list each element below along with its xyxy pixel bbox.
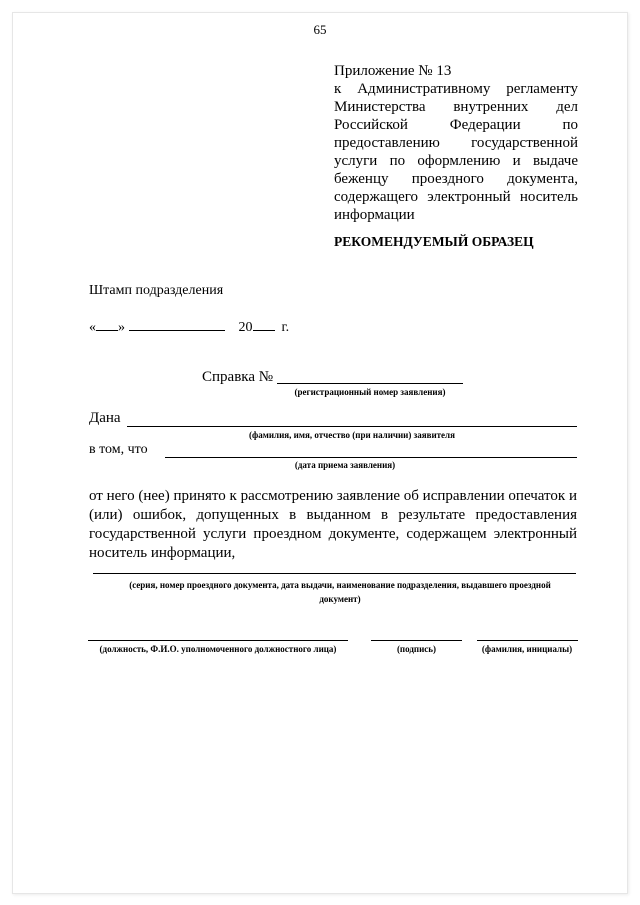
date-line	[89, 318, 289, 336]
official-position-field[interactable]	[88, 640, 348, 641]
certificate-body-text: от него (нее) принято к рассмотрению заявление об исправлении опечаток и (или) ошибок, допущенных в выданном в результате предоставления государственной услуги проездном документе, содержащем электронный носитель информации,	[89, 488, 577, 561]
page-number: 65	[313, 22, 327, 37]
appendix-description: к Административному регламенту Министерства внутренних дел Российской Федерации по предоставлению государственной услуги по оформлению и выдаче беженцу проездного документа, содержащего электронный носитель информации	[334, 81, 578, 223]
official-position-caption: (должность, Ф.И.О. уполномоченного должностного лица)	[99, 644, 337, 654]
application-date-caption: (дата приема заявления)	[294, 460, 396, 470]
certificate-label: Справка №	[202, 369, 274, 385]
recommended-sample-label: РЕКОМЕНДУЕМЫЙ ОБРАЗЕЦ	[334, 234, 534, 249]
application-date-field[interactable]	[165, 457, 577, 458]
surname-initials-field[interactable]	[477, 640, 578, 641]
signature-field[interactable]	[371, 640, 462, 641]
day-blank[interactable]	[96, 318, 118, 331]
certificate-number-caption: (регистрационный номер заявления)	[294, 387, 446, 397]
certificate-number-field[interactable]	[277, 383, 463, 384]
applicant-name-field[interactable]	[127, 426, 577, 427]
year-blank[interactable]	[253, 318, 275, 331]
applicant-name-caption: (фамилия, имя, отчество (при наличии) заявителя	[249, 430, 455, 440]
appendix-title: Приложение № 13	[334, 63, 452, 79]
year-suffix: г.	[281, 320, 290, 335]
appendix-header	[334, 62, 578, 224]
month-blank[interactable]	[129, 318, 225, 331]
stamp-label: Штамп подразделения	[89, 283, 224, 298]
surname-initials-caption: (фамилия, инициалы)	[481, 644, 573, 654]
travel-document-caption: (серия, номер проездного документа, дата выдачи, наименование подразделения, выдавшего проездной документ)	[129, 580, 551, 604]
that-label: в том, что	[89, 442, 148, 457]
date-close-quote: »	[118, 320, 125, 335]
date-open-quote: «	[89, 320, 96, 335]
signature-caption: (подпись)	[396, 644, 437, 654]
given-label: Дана	[89, 410, 121, 426]
year-prefix: 20	[238, 320, 253, 335]
travel-document-field[interactable]	[93, 573, 576, 574]
